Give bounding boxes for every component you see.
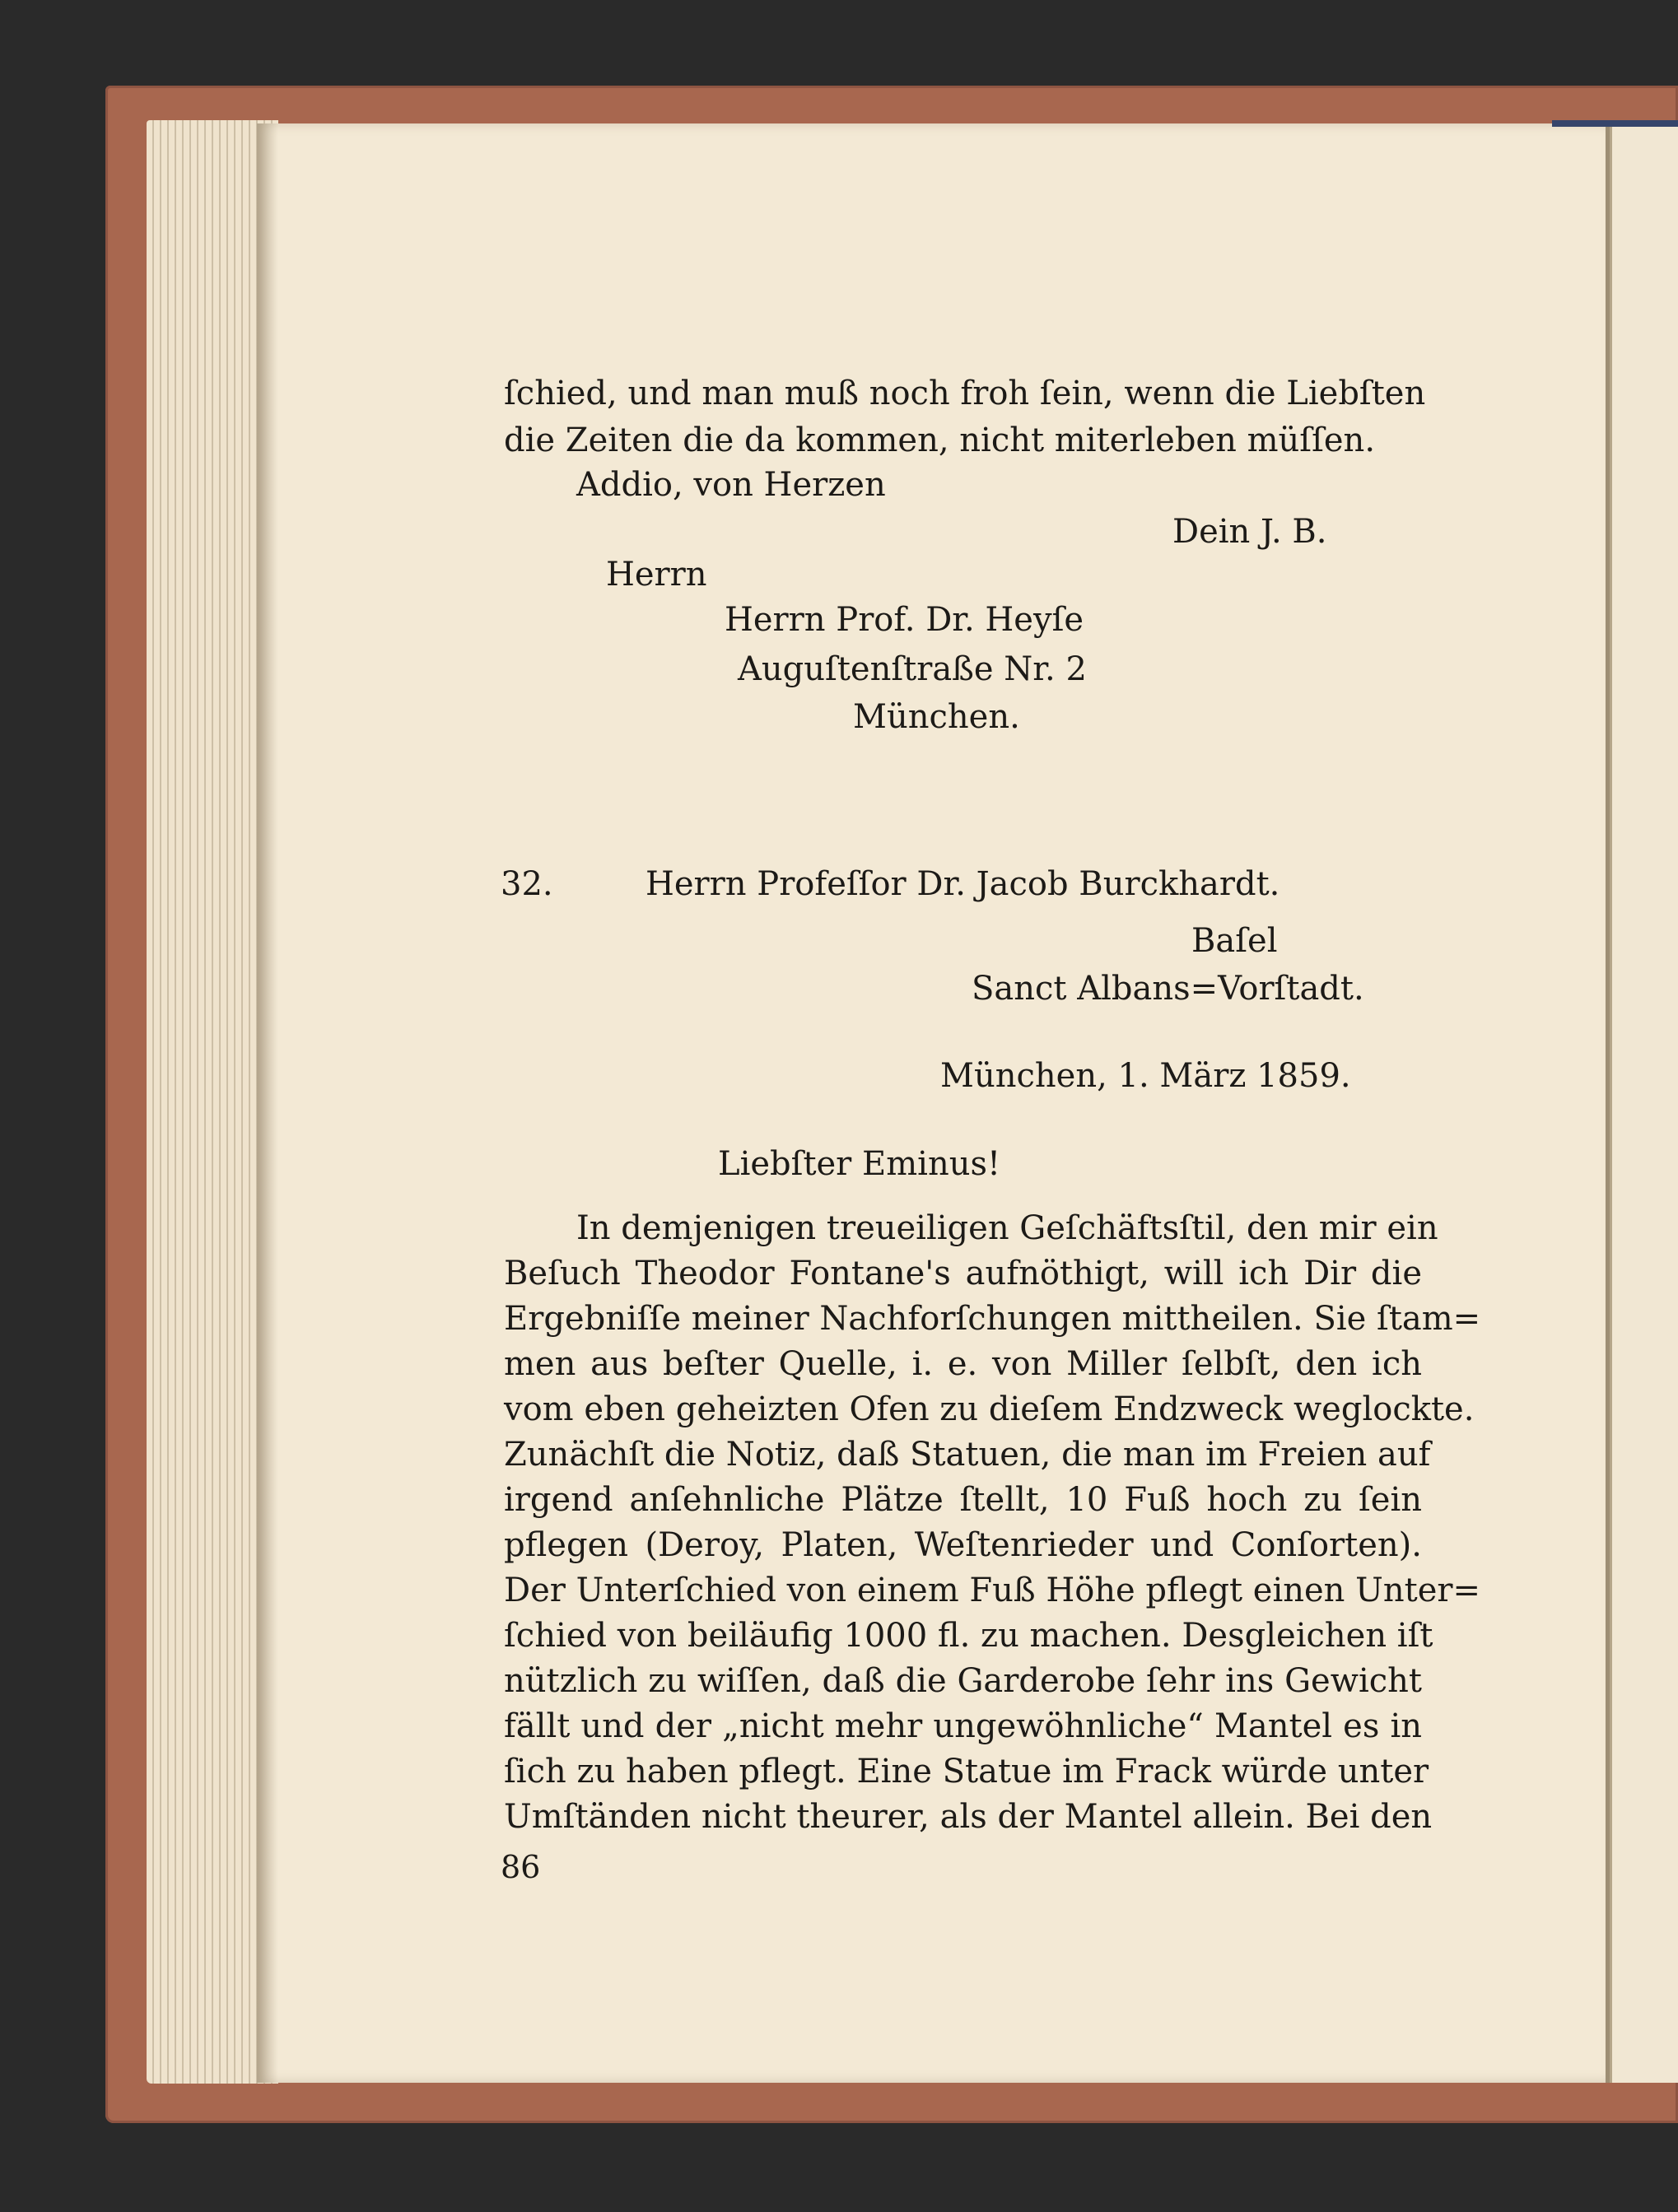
letter-number: 32. [501,865,553,903]
text-line: die Zeiten die da kommen, nicht miterleben müſſen. [504,421,1376,459]
body-line: Zunächſt die Notiz, daß Statuen, die man im Freien auf [504,1436,1431,1474]
body-line: Umſtänden nicht theurer, als der Mantel allein. Bei den [504,1798,1433,1836]
letter-date: München, 1. März 1859. [940,1057,1351,1095]
page-number: 86 [501,1849,541,1885]
place-line: Sanct Albans=Vorſtadt. [972,970,1364,1008]
address-line: Herrn Prof. Dr. Heyſe [725,601,1084,639]
body-line: nützlich zu wiſſen, daß die Garderobe ſehr ins Gewicht [504,1662,1422,1700]
bookmark-ribbon [1552,120,1678,127]
body-line: ſich zu haben pflegt. Eine Statue im Frack würde unter [504,1753,1429,1791]
body-line: vom eben geheizten Ofen zu dieſem Endzweck weglockte. [504,1390,1475,1428]
letter-recipient: Herrn Profeſſor Dr. Jacob Burckhardt. [646,865,1280,903]
body-line: pflegen (Deroy, Platen, Weſtenrieder und Conſorten). [504,1526,1422,1564]
page-gutter-shadow [257,123,278,2083]
signature: Dein J. B. [1172,513,1327,551]
body-line: fällt und der „nicht mehr ungewöhnliche“ Mantel es in [504,1707,1422,1745]
next-page-edge [1610,123,1678,2083]
body-line: irgend anſehnliche Plätze ſtellt, 10 Fuß hoch zu ſein [504,1481,1422,1519]
body-line: Ergebniſſe meiner Nachforſchungen mittheilen. Sie ſtam= [504,1300,1481,1338]
salutation: Liebſter Eminus! [718,1145,1001,1183]
body-line: ſchied von beiläufig 1000 fl. zu machen. Desgleichen iſt [504,1617,1433,1655]
closing-line: Addio, von Herzen [576,466,886,504]
address-line: Herrn [606,556,707,594]
place-line: Baſel [1191,922,1278,960]
body-line: men aus beſter Quelle, i. e. von Miller ſelbſt, den ich [504,1345,1422,1383]
body-line: In demjenigen treueiligen Geſchäftsſtil, den mir ein [576,1209,1438,1247]
address-line: Auguſtenſtraße Nr. 2 [738,650,1087,688]
text-line: ſchied, und man muß noch froh ſein, wenn die Liebſten [504,375,1426,412]
body-line: Beſuch Theodor Fontane's aufnöthigt, will ich Dir die [504,1255,1422,1292]
body-line: Der Unterſchied von einem Fuß Höhe pflegt einen Unter= [504,1572,1481,1609]
address-line: München. [853,698,1020,736]
